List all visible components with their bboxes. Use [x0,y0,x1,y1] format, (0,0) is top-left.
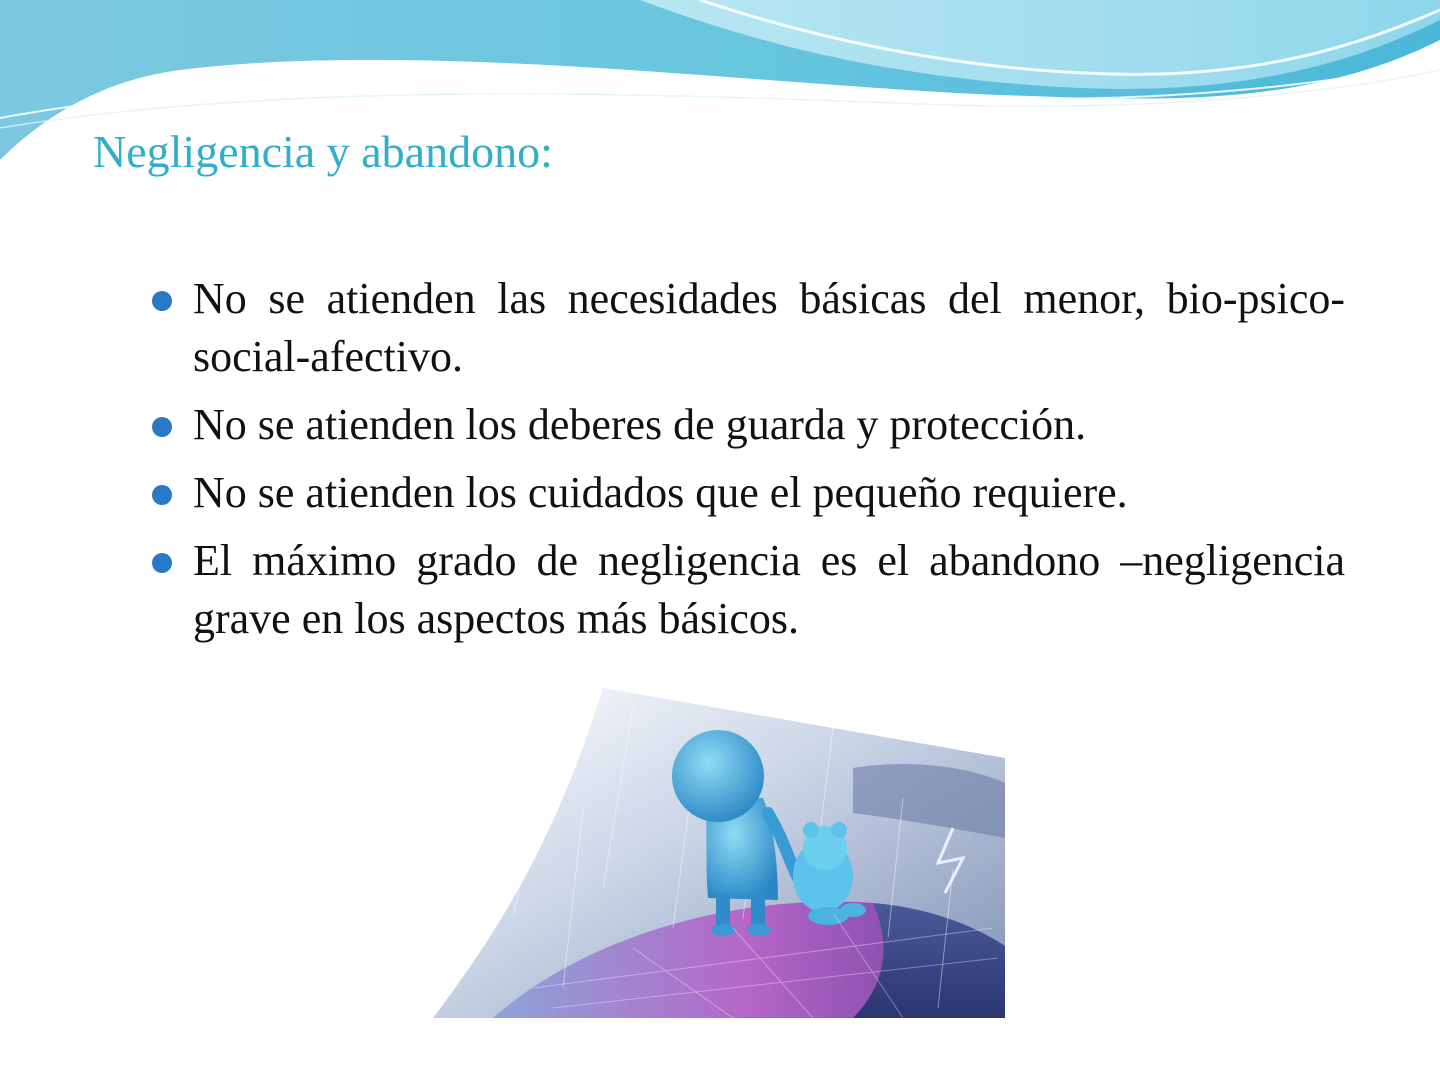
bullet-list [150,270,1345,658]
child-with-teddy-bear-illustration [433,688,1005,1018]
bullet-item [150,270,1345,386]
bullet-text: No se atienden las necesidades básicas del menor, bio-psico-social-afectivo. [193,274,1345,381]
bullet-item [150,396,1345,454]
circle-bullet-icon [152,417,172,437]
bullet-item [150,464,1345,522]
bullet-text: No se atienden los cuidados que el pequeño requiere. [193,468,1128,517]
slide-title: Negligencia y abandono: [93,126,553,177]
circle-bullet-icon [152,553,172,573]
bullet-text: No se atienden los deberes de guarda y protección. [193,400,1087,449]
bullet-item [150,532,1345,648]
circle-bullet-icon [152,291,172,311]
bullet-text: El máximo grado de negligencia es el abandono –negligencia grave en los aspectos más básicos. [193,536,1345,643]
circle-bullet-icon [152,485,172,505]
